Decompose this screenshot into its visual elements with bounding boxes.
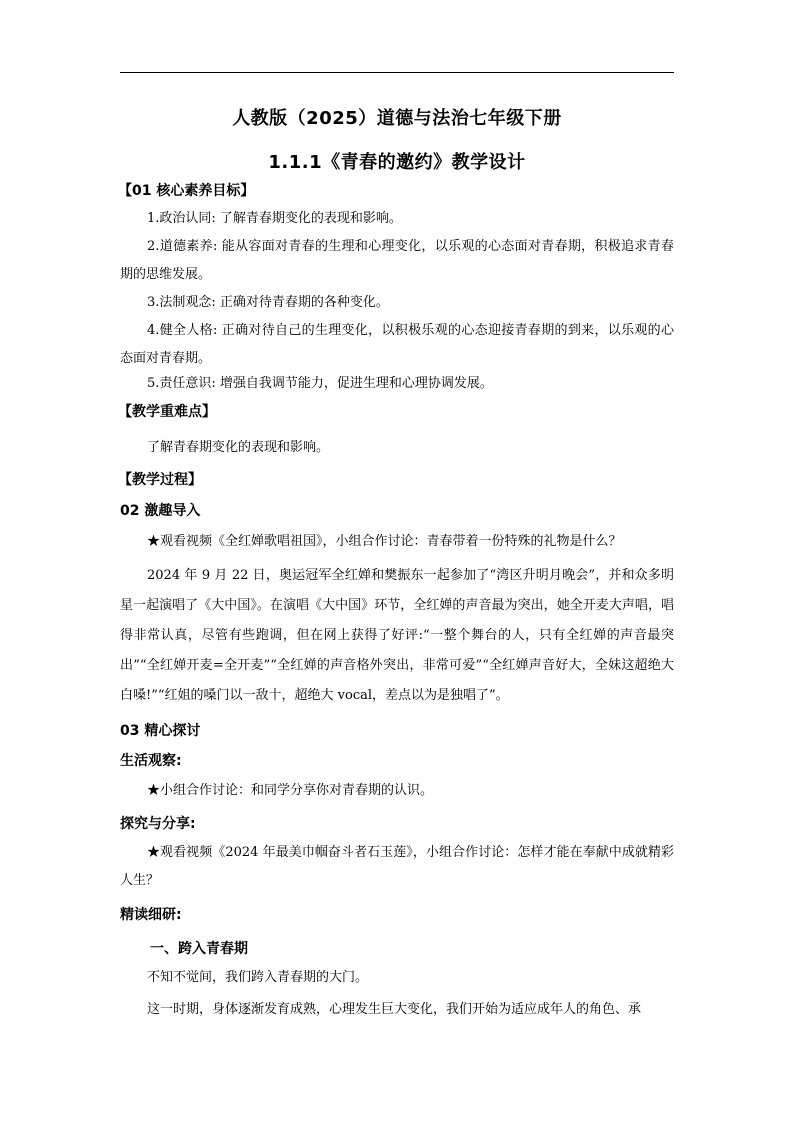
- explore-heading: 03 精心探讨: [120, 723, 201, 739]
- header-rule: [120, 72, 674, 73]
- life-observation-heading: 生活观察:: [120, 753, 182, 769]
- close-reading-heading: 精读细研:: [120, 907, 182, 923]
- part1-paragraph-1: 不知不觉间，我们跨入青春期的大门。: [147, 970, 369, 985]
- explore-share-heading: 探究与分享:: [120, 816, 196, 832]
- intro-task: ★观看视频《全红婵歌唱祖国》，小组合作讨论：青春带着一份特殊的礼物是什么？: [147, 534, 622, 549]
- document-title: 人教版（2025）道德与法治七年级下册: [232, 108, 562, 129]
- explore-share-task: ★观看视频《2024 年最美巾帼奋斗者石玉莲》，小组合作讨论：怎样才能在奉献中成就精彩人生？: [120, 845, 674, 888]
- intro-heading: 02 激趣导入: [120, 503, 201, 519]
- goal-item-4: 4.健全人格: 正确对待自己的生理变化，以积极乐观的心态迎接青春期的到来，以乐观的心态面对青春期。: [120, 323, 674, 366]
- document-subtitle: 1.1.1《青春的邀约》教学设计: [268, 152, 526, 173]
- process-heading: 【教学过程】: [118, 472, 202, 488]
- goal-item-5: 5.责任意识: 增强自我调节能力，促进生理和心理协调发展。: [147, 376, 493, 391]
- goal-item-1: 1.政治认同: 了解青春期变化的表现和影响。: [147, 211, 402, 226]
- life-observation-task: ★小组合作讨论：和同学分享你对青春期的认识。: [147, 783, 434, 798]
- goal-item-3: 3.法制观念: 正确对待青春期的各种变化。: [147, 295, 389, 310]
- intro-story: 2024 年 9 月 22 日，奥运冠军全红婵和樊振东一起参加了“湾区升明月晚会”，并和众多明星一起演唱了《大中国》。在演唱《大中国》环节，全红婵的声音最为突出，她全开麦大声唱，唱得非常认真，尽管有些跑调，但在网上获得了好评:“一整个舞台的人，只有全红婵的声音最突出”“全红婵开麦=全开麦”“全红婵的声音格外突出，非常可爱”“全红婵声音好大，全妹这超绝大白嗓!”“红姐的嗓门以一敌十，超绝大 vocal，差点以为是独唱了”。: [120, 568, 674, 703]
- key-points-text: 了解青春期变化的表现和影响。: [147, 440, 330, 455]
- part1-paragraph-2: 这一时期，身体逐渐发育成熟，心理发生巨大变化，我们开始为适应成年人的角色、承: [147, 1002, 642, 1017]
- goals-heading: 【01 核心素养目标】: [118, 183, 255, 199]
- key-points-heading: 【教学重难点】: [118, 404, 216, 420]
- goal-item-2: 2.道德素养: 能从容面对青春的生理和心理变化，以乐观的心态面对青春期，积极追求青春期的思维发展。: [120, 239, 674, 282]
- part1-heading: 一、跨入青春期: [150, 941, 248, 957]
